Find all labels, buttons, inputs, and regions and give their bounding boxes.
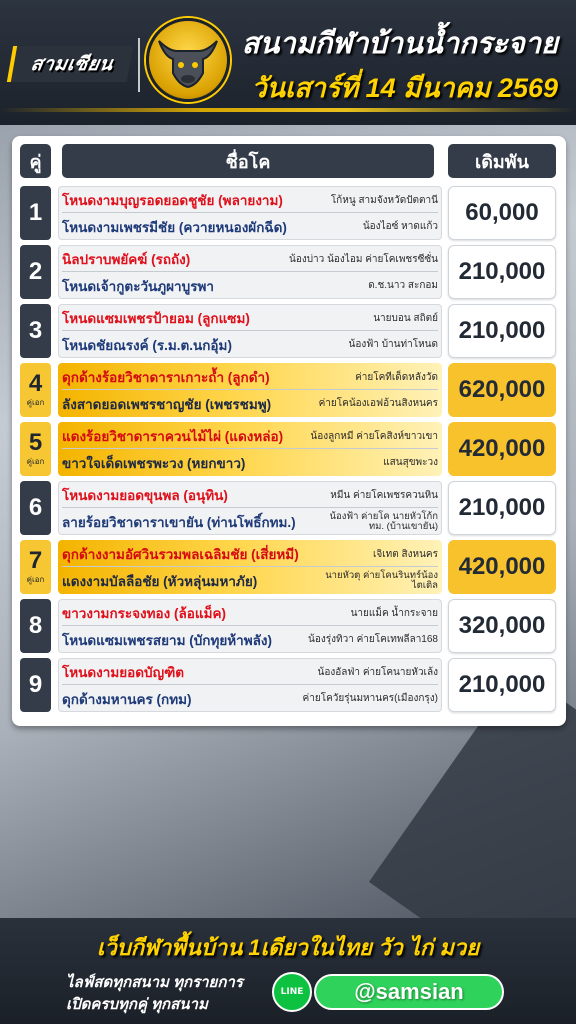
fight-card-table [12, 136, 566, 726]
table-row [12, 245, 566, 299]
fighter-pair [58, 245, 442, 299]
fighter-red-corner [62, 247, 438, 272]
brand-name: สามเซียน [29, 53, 115, 75]
fighter-blue-corner [62, 391, 438, 416]
pair-number-value: 9 [28, 671, 43, 698]
fighter-name: นิลปราบพยัคฆ์ (รถถัง) [62, 252, 191, 267]
fighter-pair [58, 304, 442, 358]
fighter-owner: โก้หนู สามจังหวัดปัตตานี [330, 194, 438, 206]
fighter-name: โหนดเจ้ากูตะวันภูผาบูรพา [62, 278, 214, 294]
main-event-tag: คู่เอก [26, 457, 45, 466]
fighter-owner: หมีน ค่ายโคเพชรควนหิน [330, 489, 438, 501]
fighter-owner: นายแม็ค น้ำกระจาย [350, 607, 438, 619]
fighter-owner: ค่ายโคทีเด็ดหลังวัด [355, 371, 438, 383]
bull-icon [146, 18, 230, 102]
header [0, 0, 576, 125]
bet-amount: 60,000 [448, 186, 556, 240]
fighter-name: ลายร้อยวิชาดาราเขายัน (ท่านโพธิ์กทม.) [62, 514, 296, 530]
footer-tagline: เว็บกีฬาพื้นบ้าน 1เดียวในไทย วัว ไก่ มวย [96, 935, 480, 960]
table-row [12, 481, 566, 535]
fighter-name: โหนดงามเพชรมีชัย (ควายหนองผักฉีด) [62, 219, 287, 235]
fighter-pair [58, 599, 442, 653]
line-id-button[interactable]: @samsian [314, 974, 504, 1010]
bet-amount: 210,000 [448, 304, 556, 358]
fighter-blue-corner [62, 273, 438, 298]
fighter-blue-corner [62, 332, 438, 357]
fighter-owner: ค่ายโคน้องเอฟอ้วนสิงหนคร [318, 398, 438, 409]
fighter-red-corner [62, 660, 438, 685]
column-header-bet: เดิมพัน [448, 144, 556, 178]
fighter-red-corner [62, 424, 438, 449]
table-row [12, 422, 566, 476]
line-app-icon[interactable]: LINE [272, 972, 312, 1012]
fighter-name: โหนดงามยอดขุนพล (อนุทิน) [62, 488, 228, 503]
fighter-blue-corner [62, 450, 438, 475]
fighter-name: โหนดงามบุญรอดยอดชูชัย (พลายงาม) [62, 193, 283, 208]
main-event-tag: คู่เอก [26, 575, 45, 584]
fighter-name: โหนดแซมเพชรป้ายอม (ลูกแซม) [62, 311, 250, 326]
footer [0, 918, 576, 1024]
fighter-owner: นายหัวตุ ค่ายโคนรินทร์น้องไตเติล [325, 569, 438, 591]
bet-amount: 210,000 [448, 658, 556, 712]
pair-number [20, 599, 51, 653]
stadium-title: สนามกีฬาบ้านน้ำกระจาย [241, 28, 558, 60]
fighter-pair [58, 186, 442, 240]
table-row [12, 363, 566, 417]
fighter-name: ลังสาดยอดเพชรชาญชัย (เพชรชมพู) [62, 396, 272, 412]
table-row [12, 540, 566, 594]
fighter-name: โหนดชัยณรงค์ (ร.ม.ต.นกอุ้ม) [62, 337, 232, 353]
fighter-name: ขาวงามกระจงทอง (ล้อแม็ค) [62, 606, 226, 621]
fighter-owner: น้องบ่าว น้องไอม ค่ายโคเพชรซีซั่น [288, 253, 438, 265]
fighter-red-corner [62, 601, 438, 626]
fighter-owner: แสนสุขพะวง [383, 457, 438, 468]
pair-number-value: 8 [28, 612, 43, 639]
fighter-blue-corner [62, 214, 438, 239]
pair-number-value: 5 [28, 429, 43, 456]
bet-amount: 420,000 [448, 422, 556, 476]
fighter-pair [58, 481, 442, 535]
pair-number-value: 1 [28, 199, 43, 226]
fighter-red-corner [62, 188, 438, 213]
fighter-name: ขาวใจเด็ดเพชรพะวง (หยกขาว) [62, 455, 246, 471]
column-header-pair: คู่ [20, 144, 51, 178]
pair-number-value: 7 [28, 547, 43, 574]
fighter-owner: น้องฟ้า ค่ายโค นายหัวโก้กทม. (บ้านเขายัน) [329, 510, 438, 532]
fighter-red-corner [62, 365, 438, 390]
fighter-name: ดุกด้างมหานคร (กทม) [62, 691, 192, 707]
fighter-owner: ค่ายโควัยรุ่นมหานคร(เมืองกรุง) [302, 693, 438, 704]
pair-number-value: 2 [28, 258, 43, 285]
fighter-blue-corner [62, 627, 438, 652]
pair-number [20, 245, 51, 299]
pair-number-value: 3 [28, 317, 43, 344]
fighter-pair [58, 422, 442, 476]
fighter-name: แดงงามบัลลือชัย (หัวหลุ่นมหาภัย) [62, 573, 258, 589]
fighter-name: โหนดแซมเพชรสยาม (บักทุยห้าพลัง) [62, 632, 273, 648]
event-date: วันเสาร์ที่ 14 มีนาคม 2569 [251, 73, 558, 103]
fighter-blue-corner [62, 686, 438, 711]
bet-amount: 320,000 [448, 599, 556, 653]
fighter-pair [58, 363, 442, 417]
fighter-blue-corner [62, 509, 438, 534]
fighter-red-corner [62, 483, 438, 508]
brand-divider [138, 38, 140, 92]
fighter-pair [58, 540, 442, 594]
table-row [12, 304, 566, 358]
fighter-name: โหนดงามยอดบัญฑิต [62, 665, 185, 680]
column-header-names: ชื่อโค [62, 144, 434, 178]
pair-number-value: 4 [28, 370, 43, 397]
fighter-owner: น้องฟ้า บ้านท่าโหนด [348, 339, 438, 350]
brand-badge [7, 46, 133, 82]
fighter-pair [58, 658, 442, 712]
fighter-red-corner [62, 542, 438, 567]
fighter-name: ดุกด้างร้อยวิชาดาราเกาะถ้ำ (ลูกดำ) [62, 370, 270, 385]
footer-line-1: ไลฟ์สดทุกสนาม ทุกรายการ [66, 974, 243, 991]
fighter-owner: น้องรุ่งทิวา ค่ายโคเทพลีลา168 [308, 634, 438, 645]
bet-amount: 210,000 [448, 245, 556, 299]
fighter-blue-corner [62, 568, 438, 593]
pair-number [20, 186, 51, 240]
pair-number [20, 422, 51, 476]
fighter-red-corner [62, 306, 438, 331]
fighter-name: ดุกด้างงามอัศวินรวมพลเฉลิมชัย (เสี่ยหมี) [62, 547, 299, 562]
fighter-owner: น้องไอซ์ หาดแก้ว [362, 221, 438, 232]
footer-line-2: เปิดครบทุกคู่ ทุกสนาม [66, 996, 208, 1013]
table-row [12, 186, 566, 240]
fighter-owner: เจิเทต สิงหนคร [372, 548, 438, 560]
pair-number [20, 540, 51, 594]
bet-amount: 420,000 [448, 540, 556, 594]
table-row [12, 599, 566, 653]
fighter-name: แดงร้อยวิชาดาราควนไม้ไผ่ (แดงหล่อ) [62, 429, 284, 444]
fighter-owner: น้องลูกหมี ค่ายโคสิงห์ขาวเขา [310, 430, 438, 442]
bet-amount: 210,000 [448, 481, 556, 535]
pair-number [20, 658, 51, 712]
main-event-tag: คู่เอก [26, 398, 45, 407]
pair-number-value: 6 [28, 494, 43, 521]
fighter-owner: นายบอน สถิตย์ [373, 312, 438, 324]
fighter-owner: ด.ช.นาว สะกอม [368, 280, 438, 291]
bet-amount: 620,000 [448, 363, 556, 417]
pair-number [20, 363, 51, 417]
pair-number [20, 304, 51, 358]
pair-number [20, 481, 51, 535]
table-row [12, 658, 566, 712]
fighter-owner: น้องอัลฟ่า ค่ายโคนายหัวเล้ง [317, 666, 438, 678]
